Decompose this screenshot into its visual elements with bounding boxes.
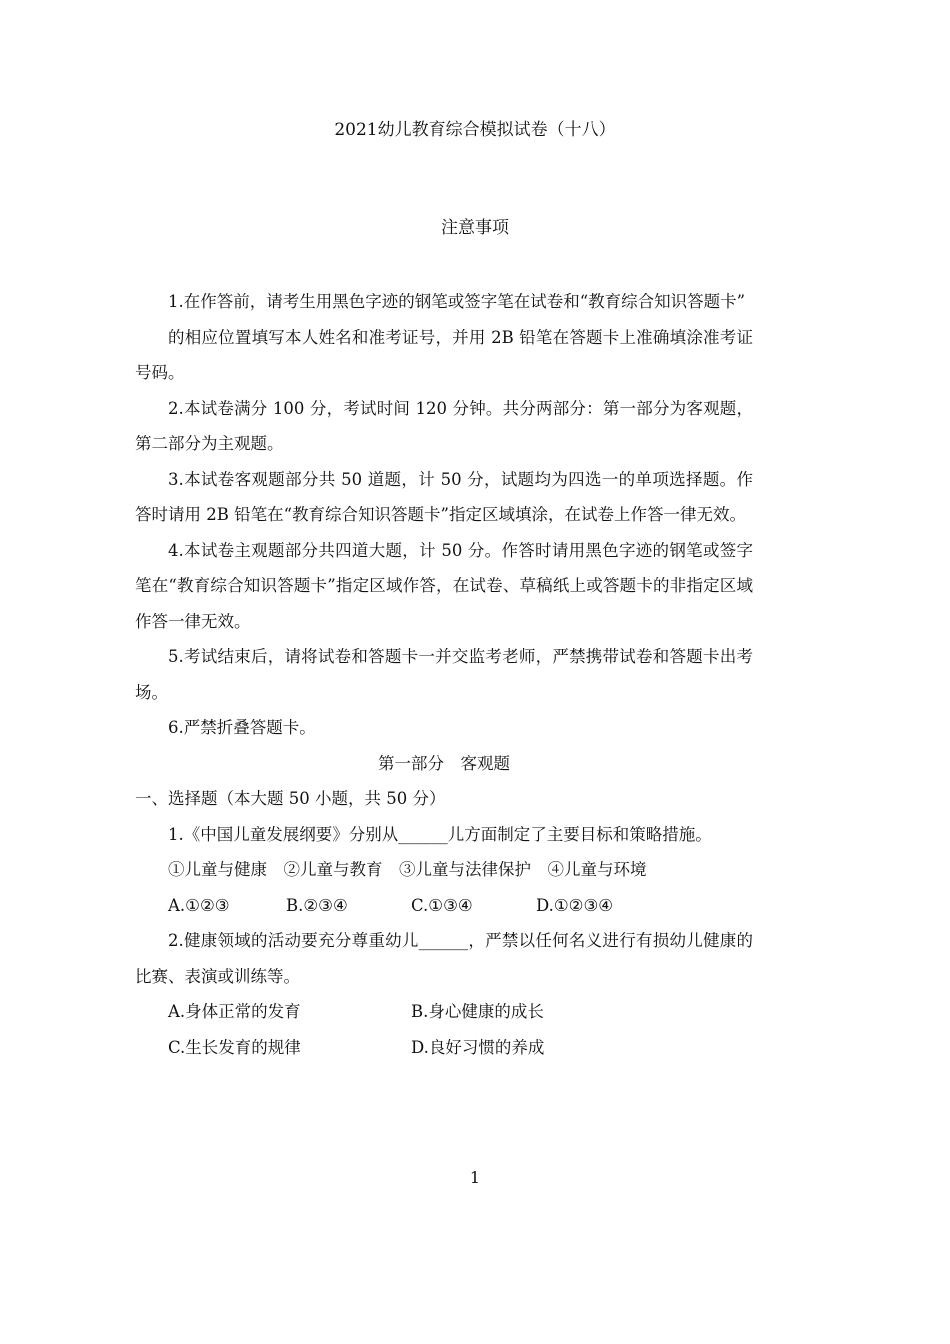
question-2-option-c: C.生长发育的规律 <box>168 1037 301 1057</box>
notice-item-1-continued: 的相应位置填写本人姓名和准考证号，并用 2B 铅笔在答题卡上准确填涂准考证号码。 <box>135 327 753 382</box>
question-1-options <box>135 888 753 924</box>
question-1-option-b: B.②③④ <box>286 895 348 915</box>
notice-item-5: 5.考试结束后，请将试卷和答题卡一并交监考老师，严禁携带试卷和答题卡出考场。 <box>135 647 753 702</box>
question-1-items: ①儿童与健康 ②儿童与教育 ③儿童与法律保护 ④儿童与环境 <box>168 860 647 879</box>
notice-heading: 注意事项 <box>441 218 509 238</box>
notice-item-2: 2.本试卷满分 100 分，考试时间 120 分钟。共分两部分：第一部分为客观题，第二部分为主观题。 <box>135 398 753 453</box>
question-2-options-row-2 <box>135 1030 753 1066</box>
question-2-stem: 2.健康领域的活动要充分尊重幼儿______，严禁以任何名义进行有损幼儿健康的比赛、表演或训练等。 <box>135 931 753 986</box>
part-one-heading: 第一部分 客观题 <box>378 753 510 773</box>
exam-title: 2021幼儿教育综合模拟试卷（十八） <box>334 120 616 140</box>
question-2-option-d: D.良好习惯的养成 <box>411 1037 545 1057</box>
question-1-stem: 1.《中国儿童发展纲要》分别从______儿方面制定了主要目标和策略措施。 <box>168 824 712 844</box>
question-2-option-b: B.身心健康的成长 <box>411 1002 544 1021</box>
notice-item-3: 3.本试卷客观题部分共 50 道题，计 50 分，试题均为四选一的单项选择题。作答时请用 2B 铅笔在“教育综合知识答题卡”指定区域填涂，在试卷上作答一律无效。 <box>135 469 753 524</box>
document-body <box>135 284 753 1065</box>
notice-item-1: 1.在作答前，请考生用黑色字迹的钢笔或签字笔在试卷和“教育综合知识答题卡” <box>168 292 746 311</box>
notice-item-6: 6.严禁折叠答题卡。 <box>168 718 316 737</box>
question-2-option-a: A.身体正常的发育 <box>168 1002 301 1021</box>
page-number: 1 <box>469 1168 481 1187</box>
question-1-option-a: A.①②③ <box>168 895 230 915</box>
question-1-option-d: D.①②③④ <box>536 895 614 915</box>
question-1-option-c: C.①③④ <box>411 895 473 915</box>
notice-item-4: 4.本试卷主观题部分共四道大题，计 50 分。作答时请用黑色字迹的钢笔或签字笔在“教育综合知识答题卡”指定区域作答，在试卷、草稿纸上或答题卡的非指定区域作答一律无效。 <box>135 540 753 631</box>
section-heading: 一、选择题（本大题 50 小题，共 50 分） <box>135 789 446 808</box>
question-2-options-row-1 <box>135 994 753 1030</box>
